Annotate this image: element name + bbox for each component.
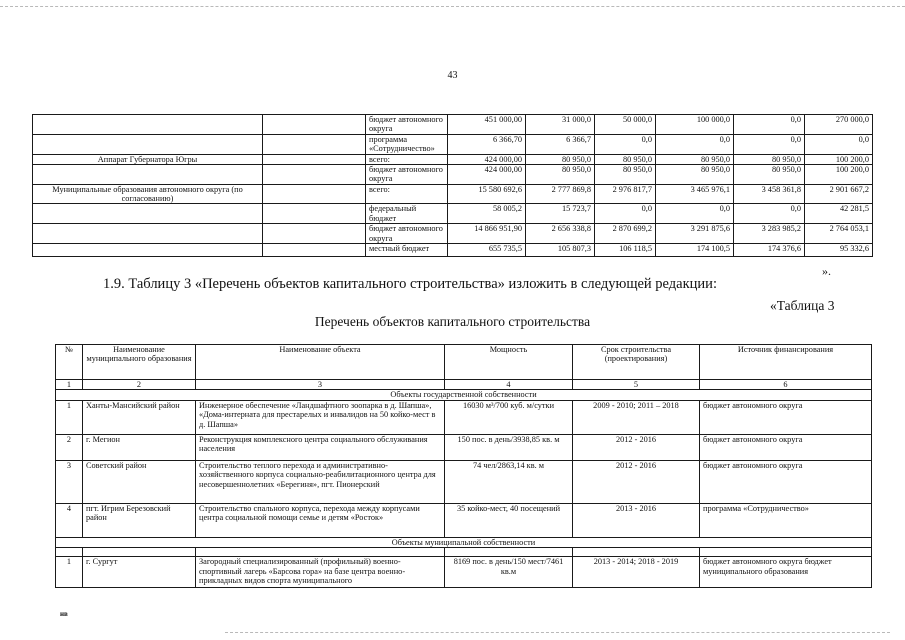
- amount-cell: 14 866 951,90: [448, 224, 526, 244]
- empty-cell: [700, 548, 872, 557]
- table-title: Перечень объектов капитального строительства: [314, 314, 591, 329]
- empty-cell: [56, 548, 83, 557]
- financing-table: [32, 114, 873, 257]
- spacer-row: [56, 548, 872, 557]
- amendment-paragraph: 1.9. Таблицу 3 «Перечень объектов капитального строительства» изложить в следующей редакции:: [103, 276, 717, 292]
- amount-cell: 80 950,0: [734, 154, 805, 164]
- scan-edge-bottom: [225, 632, 890, 633]
- table-row: [33, 224, 873, 244]
- column-header: №: [56, 345, 83, 380]
- financing-cell: программа «Сотрудничество»: [700, 503, 872, 537]
- org-cell: [33, 135, 263, 155]
- column-number: 1: [56, 380, 83, 390]
- section-title: Объекты государственной собственности: [56, 390, 872, 400]
- section-row-state: [56, 390, 872, 400]
- amount-cell: 80 950,0: [526, 164, 595, 184]
- source-cell: местный бюджет: [366, 244, 448, 257]
- row-number: 1: [56, 557, 83, 588]
- empty-cell: [445, 548, 573, 557]
- amount-cell: 31 000,0: [526, 115, 595, 135]
- capacity-cell: 74 чел/2863,14 кв. м: [445, 460, 573, 503]
- amount-cell: 0,0: [656, 135, 734, 155]
- municipality-cell: г. Сургут: [83, 557, 196, 588]
- amount-cell: 2 901 667,2: [805, 184, 873, 204]
- source-cell: федеральный бюджет: [366, 204, 448, 224]
- table-label: «Таблица 3: [770, 298, 835, 313]
- empty-cell: [573, 548, 700, 557]
- object-cell: Инженерное обеспечение «Ландшафтного зоопарка в д. Шапша», «Дома-интерната для престарелых и инвалидов на 50 койко-мест в д. Шапша»: [196, 400, 445, 434]
- amount-cell: 451 000,00: [448, 115, 526, 135]
- amount-cell: 3 458 361,8: [734, 184, 805, 204]
- column-number: 5: [573, 380, 700, 390]
- amount-cell: 100 200,0: [805, 164, 873, 184]
- org-cell: [33, 244, 263, 257]
- term-cell: 2012 - 2016: [573, 434, 700, 460]
- capacity-cell: 35 койко-мест, 40 посещений: [445, 503, 573, 537]
- blank-cell: [263, 115, 366, 135]
- source-cell: бюджет автономного округа: [366, 115, 448, 135]
- blank-cell: [263, 154, 366, 164]
- amount-cell: 424 000,00: [448, 154, 526, 164]
- term-cell: 2013 - 2016: [573, 503, 700, 537]
- column-number: 4: [445, 380, 573, 390]
- capacity-cell: 16030 м³/700 куб. м/сутки: [445, 400, 573, 434]
- amount-cell: 100 000,0: [656, 115, 734, 135]
- amount-cell: 424 000,00: [448, 164, 526, 184]
- org-cell: [33, 204, 263, 224]
- amount-cell: 2 777 869,8: [526, 184, 595, 204]
- table-row: [56, 400, 872, 434]
- table-row: [33, 135, 873, 155]
- amount-cell: 105 807,3: [526, 244, 595, 257]
- amount-cell: 42 281,5: [805, 204, 873, 224]
- financing-cell: бюджет автономного округа бюджет муниципального образования: [700, 557, 872, 588]
- blank-cell: [263, 135, 366, 155]
- blank-cell: [263, 184, 366, 204]
- amount-cell: 106 118,5: [595, 244, 656, 257]
- object-cell: Строительство теплого перехода и административно-хозяйственного корпуса социально-реабилитационного центра для несовершеннолетних «Берегиня», пгт. Пионерский: [196, 460, 445, 503]
- source-cell: бюджет автономного округа: [366, 164, 448, 184]
- blank-cell: [263, 244, 366, 257]
- source-cell: всего:: [366, 184, 448, 204]
- column-header: Мощность: [445, 345, 573, 380]
- blank-cell: [263, 224, 366, 244]
- amount-cell: 2 764 053,1: [805, 224, 873, 244]
- capital-objects-table: [55, 344, 872, 588]
- row-number: 2: [56, 434, 83, 460]
- table-row: [33, 164, 873, 184]
- capacity-cell: 150 пос. в день/3938,85 кв. м: [445, 434, 573, 460]
- amount-cell: 0,0: [595, 135, 656, 155]
- org-cell: Аппарат Губернатора Югры: [33, 154, 263, 164]
- amount-cell: 15 723,7: [526, 204, 595, 224]
- column-header: Срок строительства (проектирования): [573, 345, 700, 380]
- page-number: 43: [447, 70, 458, 81]
- table-row: [56, 503, 872, 537]
- source-cell: бюджет автономного округа: [366, 224, 448, 244]
- header-row: [56, 345, 872, 380]
- financing-cell: бюджет автономного округа: [700, 434, 872, 460]
- municipality-cell: Советский район: [83, 460, 196, 503]
- municipality-cell: Ханты-Мансийский район: [83, 400, 196, 434]
- org-cell: [33, 115, 263, 135]
- empty-cell: [196, 548, 445, 557]
- amount-cell: 3 283 985,2: [734, 224, 805, 244]
- amount-cell: 3 291 875,6: [656, 224, 734, 244]
- capacity-cell: 8169 пос. в день/150 мест/7461 кв.м: [445, 557, 573, 588]
- table-row: [33, 204, 873, 224]
- object-cell: Строительство спального корпуса, перехода между корпусами центра социальной помощи семье и детям «Росток»: [196, 503, 445, 537]
- table-row: [56, 460, 872, 503]
- row-number: 1: [56, 400, 83, 434]
- org-cell: Муниципальные образования автономного округа (по согласованию): [33, 184, 263, 204]
- municipality-cell: г. Мегион: [83, 434, 196, 460]
- amount-cell: 2 656 338,8: [526, 224, 595, 244]
- financing-cell: бюджет автономного округа: [700, 460, 872, 503]
- row-number: 3: [56, 460, 83, 503]
- source-cell: программа «Сотрудничество»: [366, 135, 448, 155]
- amount-cell: 95 332,6: [805, 244, 873, 257]
- column-header: Наименование объекта: [196, 345, 445, 380]
- table-row: [56, 557, 872, 588]
- amount-cell: 100 200,0: [805, 154, 873, 164]
- table-row: [33, 115, 873, 135]
- table-row: [56, 434, 872, 460]
- blank-cell: [263, 164, 366, 184]
- amount-cell: 80 950,0: [595, 154, 656, 164]
- column-header: Наименование муниципального образования: [83, 345, 196, 380]
- amount-cell: 655 735,5: [448, 244, 526, 257]
- column-number: 6: [700, 380, 872, 390]
- object-cell: Реконструкция комплексного центра социального обслуживания населения: [196, 434, 445, 460]
- row-number: 4: [56, 503, 83, 537]
- term-cell: 2009 - 2010; 2011 – 2018: [573, 400, 700, 434]
- amount-cell: 80 950,0: [734, 164, 805, 184]
- term-cell: 2012 - 2016: [573, 460, 700, 503]
- amount-cell: 6 366,70: [448, 135, 526, 155]
- amount-cell: 6 366,7: [526, 135, 595, 155]
- amount-cell: 58 005,2: [448, 204, 526, 224]
- column-number: 2: [83, 380, 196, 390]
- org-cell: [33, 164, 263, 184]
- amount-cell: 2 870 699,2: [595, 224, 656, 244]
- scan-edge-top: [0, 6, 905, 7]
- amount-cell: 270 000,0: [805, 115, 873, 135]
- column-header: Источник финансирования: [700, 345, 872, 380]
- amount-cell: 0,0: [805, 135, 873, 155]
- empty-cell: [83, 548, 196, 557]
- footer-mark: нв: [60, 610, 68, 618]
- source-cell: всего:: [366, 154, 448, 164]
- amount-cell: 0,0: [656, 204, 734, 224]
- amount-cell: 15 580 692,6: [448, 184, 526, 204]
- amount-cell: 0,0: [734, 135, 805, 155]
- table-row: [33, 154, 873, 164]
- section-row-municipal: [56, 537, 872, 547]
- financing-cell: бюджет автономного округа: [700, 400, 872, 434]
- amount-cell: 174 376,6: [734, 244, 805, 257]
- blank-cell: [263, 204, 366, 224]
- amount-cell: 0,0: [734, 204, 805, 224]
- amount-cell: 80 950,0: [656, 164, 734, 184]
- closing-quote: ».: [822, 264, 831, 278]
- column-number: 3: [196, 380, 445, 390]
- amount-cell: 0,0: [595, 204, 656, 224]
- column-number-row: [56, 380, 872, 390]
- amount-cell: 3 465 976,1: [656, 184, 734, 204]
- amount-cell: 2 976 817,7: [595, 184, 656, 204]
- org-cell: [33, 224, 263, 244]
- amount-cell: 174 100,5: [656, 244, 734, 257]
- section-title: Объекты муниципальной собственности: [56, 537, 872, 547]
- amount-cell: 80 950,0: [526, 154, 595, 164]
- amount-cell: 50 000,0: [595, 115, 656, 135]
- amount-cell: 0,0: [734, 115, 805, 135]
- amount-cell: 80 950,0: [656, 154, 734, 164]
- object-cell: Загородный специализированный (профильный) военно-спортивный лагерь «Барсова гора» на базе центра военно-прикладных видов спорта муниципального: [196, 557, 445, 588]
- table-row: [33, 244, 873, 257]
- table-row: [33, 184, 873, 204]
- municipality-cell: пгт. Игрим Березовский район: [83, 503, 196, 537]
- term-cell: 2013 - 2014; 2018 - 2019: [573, 557, 700, 588]
- amount-cell: 80 950,0: [595, 164, 656, 184]
